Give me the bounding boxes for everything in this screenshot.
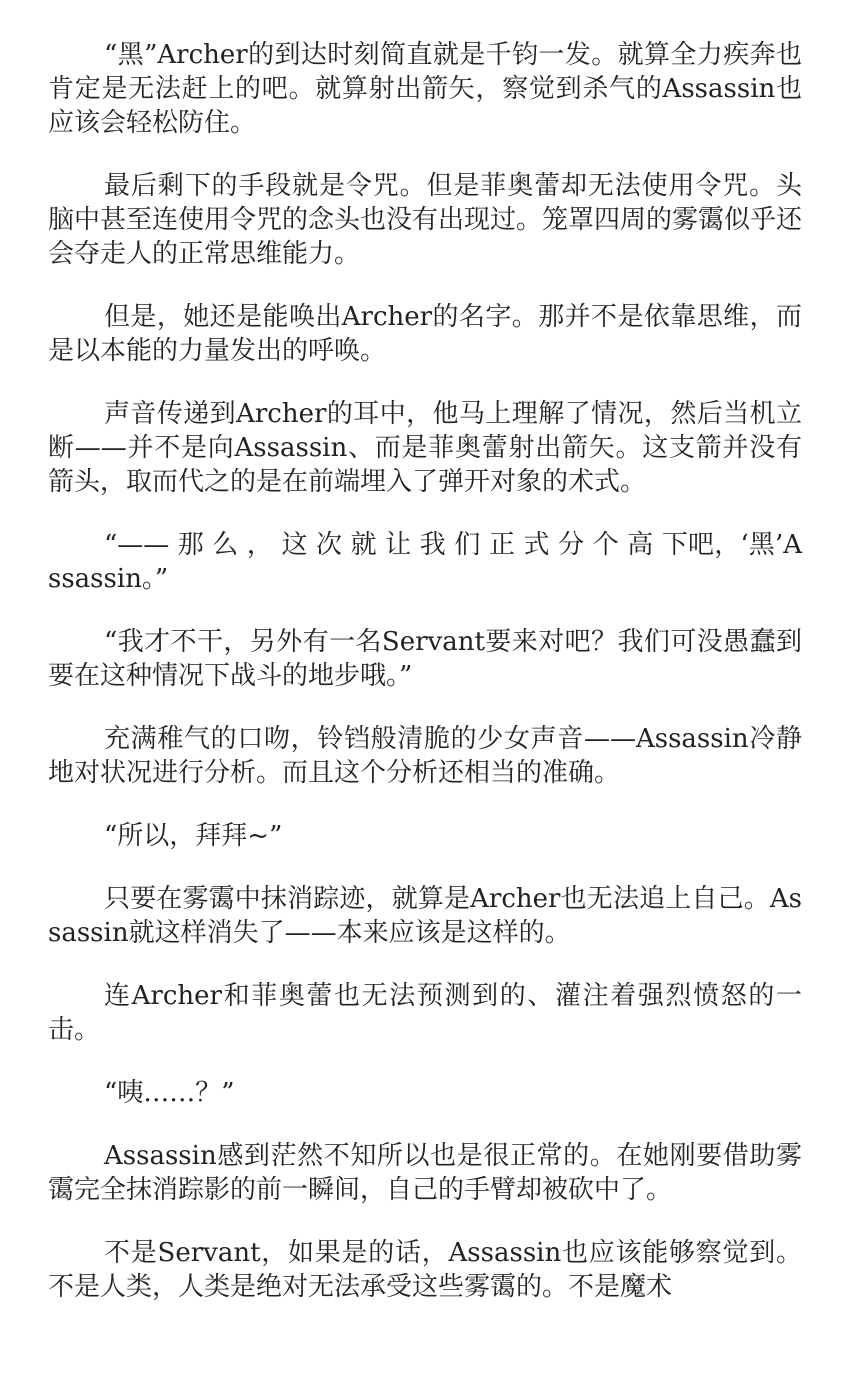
paragraph: “黑”Archer的到达时刻简直就是千钧一发。就算全力疾奔也肯定是无法赶上的吧。就算射出箭矢，察觉到杀气的Assassin也应该会轻松防住。 <box>48 40 802 138</box>
paragraph: “—— 那 么 ， 这 次 就 让 我 们 正 式 分 个 高 下吧，‘黑’Assassin。” <box>48 530 802 594</box>
paragraph: 不是Servant，如果是的话，Assassin也应该能够察觉到。不是人类，人类是绝对无法承受这些雾霭的。不是魔术 <box>48 1238 802 1302</box>
paragraph: “咦……？” <box>104 1078 235 1108</box>
paragraph: “我才不干，另外有一名Servant要来对吧？我们可没愚蠢到要在这种情况下战斗的地步哦。” <box>48 627 802 691</box>
paragraph: 但是，她还是能唤出Archer的名字。那并不是依靠思维，而是以本能的力量发出的呼唤。 <box>48 302 802 366</box>
paragraph: 最后剩下的手段就是令咒。但是菲奥蕾却无法使用令咒。头脑中甚至连使用令咒的念头也没有出现过。笼罩四周的雾霭似乎还会夺走人的正常思维能力。 <box>48 171 803 269</box>
paragraph: 声音传递到Archer的耳中，他马上理解了情况，然后当机立断——并不是向Assassin、而是菲奥蕾射出箭矢。这支箭并没有箭头，取而代之的是在前端埋入了弹开对象的术式。 <box>48 399 802 497</box>
paragraph: Assassin感到茫然不知所以也是很正常的。在她刚要借助雾霭完全抹消踪影的前一瞬间，自己的手臂却被砍中了。 <box>48 1141 802 1205</box>
paragraph: 连Archer和菲奥蕾也无法预测到的、灌注着强烈愤怒的一击。 <box>48 981 802 1045</box>
paragraph: 只要在雾霭中抹消踪迹，就算是Archer也无法追上自己。Assassin就这样消失了——本来应该是这样的。 <box>48 884 802 948</box>
paragraph: “所以，拜拜~” <box>104 821 283 851</box>
paragraph: 充满稚气的口吻，铃铛般清脆的少女声音——Assassin冷静地对状况进行分析。而且这个分析还相当的准确。 <box>48 724 802 788</box>
novel-page <box>48 38 802 1333</box>
